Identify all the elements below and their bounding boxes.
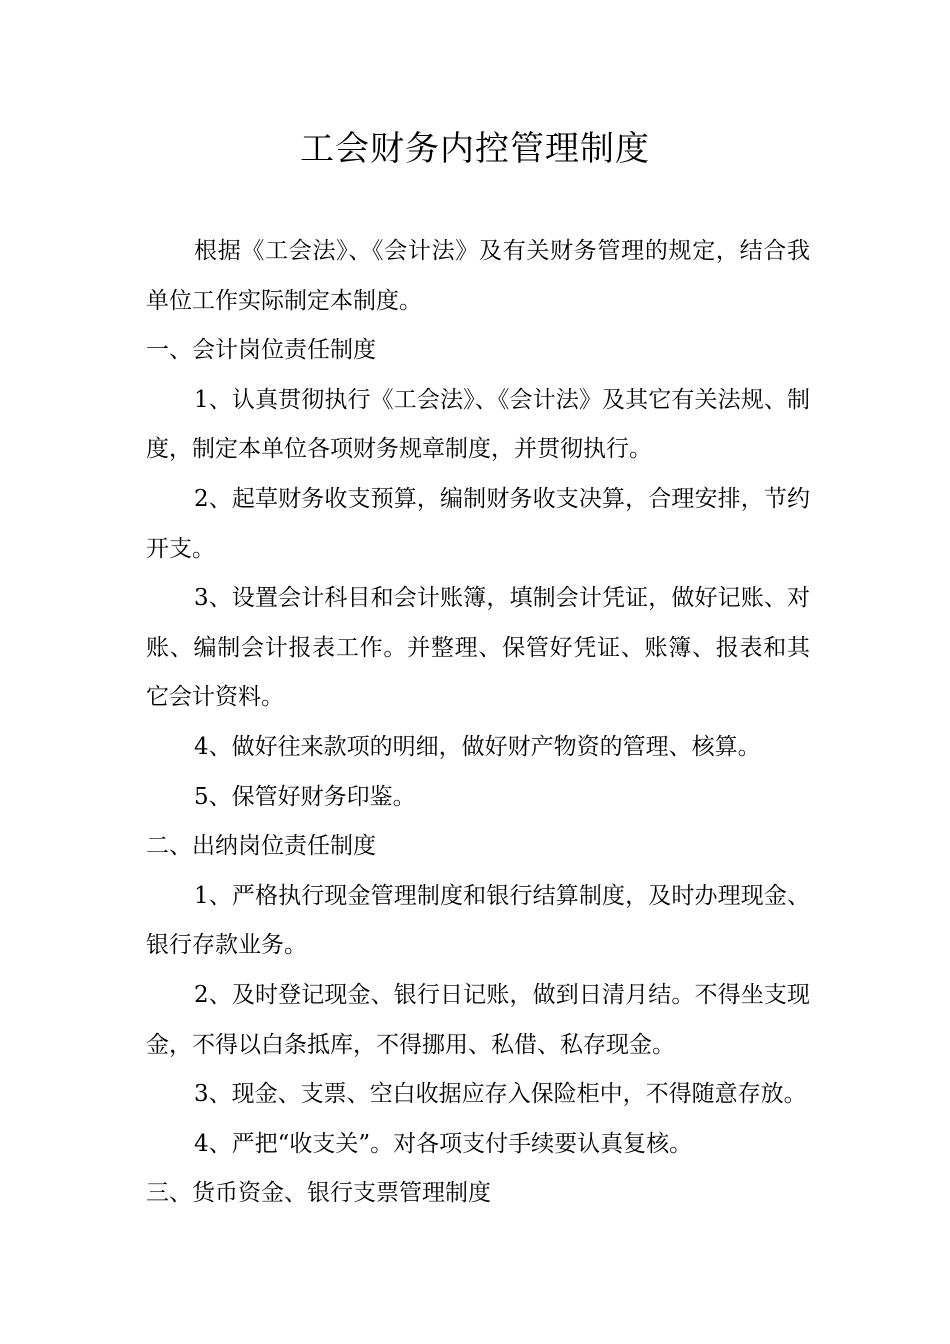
paragraph-intro: 根据《工会法》、《会计法》及有关财务管理的规定，结合我单位工作实际制定本制度。	[146, 238, 810, 314]
paragraph-1-3: 3、设置会计科目和会计账簿，填制会计凭证，做好记账、对账、编制会计报表工作。并整理、保管好凭证、账簿、报表和其它会计资料。	[146, 585, 810, 711]
paragraph-2-4: 4、严把“收支关”。对各项支付手续要认真复核。	[194, 1130, 693, 1157]
paragraph-1-1: 1、认真贯彻执行《工会法》、《会计法》及其它有关法规、制度，制定本单位各项财务规章制度，并贯彻执行。	[146, 386, 810, 463]
paragraph-2-3: 3、现金、支票、空白收据应存入保险柜中，不得随意存放。	[194, 1081, 807, 1108]
paragraph-1-4: 4、做好往来款项的明细，做好财产物资的管理、核算。	[194, 733, 761, 760]
paragraph-1-2: 2、起草财务收支预算，编制财务收支决算，合理安排，节约开支。	[146, 485, 810, 562]
paragraph-2-1: 1、严格执行现金管理制度和银行结算制度，及时办理现金、银行存款业务。	[146, 882, 810, 959]
document-title: 工会财务内控管理制度	[300, 129, 650, 169]
section-heading-2: 二、出纳岗位责任制度	[146, 833, 376, 860]
section-heading-1: 一、会计岗位责任制度	[146, 337, 376, 364]
section-heading-3: 三、货币资金、银行支票管理制度	[146, 1180, 491, 1207]
paragraph-1-5: 5、保管好财务印鉴。	[194, 783, 416, 810]
document-body	[146, 227, 810, 1219]
paragraph-2-2: 2、及时登记现金、银行日记账，做到日清月结。不得坐支现金，不得以白条抵库，不得挪用、私借、私存现金。	[146, 981, 810, 1058]
